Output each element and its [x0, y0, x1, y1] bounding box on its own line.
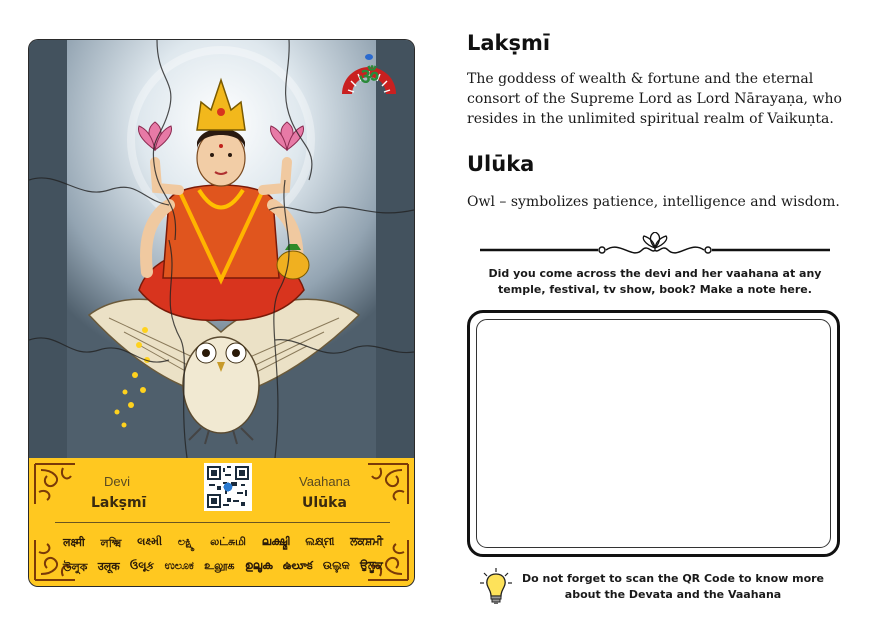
- note-box[interactable]: [467, 310, 840, 557]
- devi-description: The goddess of wealth & fortune and the eternal consort of the Supreme Lord as Lord Nārayaṇa, who resides in the unlimited spiritual realm of Vaikuṇta.: [467, 71, 842, 127]
- note-box-inner: [476, 319, 831, 548]
- lightbulb-icon: [480, 568, 512, 606]
- script-name: லட்சுமி: [210, 535, 246, 548]
- puzzle-card: [29, 40, 414, 586]
- script-name: લક્ષ્મી: [137, 535, 163, 548]
- script-name: ഉലൂക: [244, 559, 273, 572]
- vaahana-description: Owl – symbolizes patience, intelligence and wisdom.: [467, 194, 840, 210]
- script-name: লক্ষ্মি: [100, 537, 122, 550]
- corner-ornament-icon: [33, 462, 77, 506]
- vaahana-title: Ulūka: [467, 152, 535, 176]
- script-name: ଲକ୍ଷ୍ମୀ: [305, 535, 335, 548]
- script-name: ಉಲೂಕ: [164, 559, 194, 572]
- devi-label: Devi: [104, 474, 131, 489]
- lotus-divider-icon: [480, 232, 830, 262]
- qr-reminder: Do not forget to scan the QR Code to know more about the Devata and the Vaahana: [521, 572, 825, 601]
- script-name: উলুক: [63, 561, 88, 574]
- script-name: உலூக: [204, 559, 235, 572]
- om-logo-icon: [338, 50, 400, 112]
- script-name: ਲਕਸ਼ਮੀ: [350, 535, 383, 548]
- script-name: उलूक: [97, 560, 120, 573]
- devi-name: Lakṣmī: [91, 495, 147, 511]
- note-prompt: Did you come across the devi and her vaahana at any temple, festival, tv show, book? Make a note here.: [488, 267, 822, 296]
- script-name: ఉలూక: [282, 559, 313, 572]
- script-names-row-devi: [63, 535, 383, 554]
- info-panel: [29, 458, 414, 586]
- vaahana-label: Vaahana: [299, 474, 351, 489]
- script-name: ലക്ഷ്മി: [261, 535, 290, 548]
- svg-text:ॐ: ॐ: [358, 65, 380, 90]
- script-name: ਉਲੂਕ: [360, 559, 383, 572]
- script-names-row-vaahana: [63, 559, 383, 578]
- info-divider: [55, 522, 390, 523]
- vaahana-name: Ulūka: [302, 495, 347, 511]
- devi-title: Lakṣmī: [467, 31, 551, 55]
- script-name: ಲಕ್ಷ್ಮಿ: [177, 535, 195, 548]
- script-name: लक्ष्मी: [63, 536, 85, 549]
- script-name: ઉલૂક: [129, 559, 155, 572]
- qr-code-icon[interactable]: [204, 463, 252, 511]
- corner-ornament-icon: [366, 462, 410, 506]
- script-name: ଉଲୁକ: [322, 559, 350, 572]
